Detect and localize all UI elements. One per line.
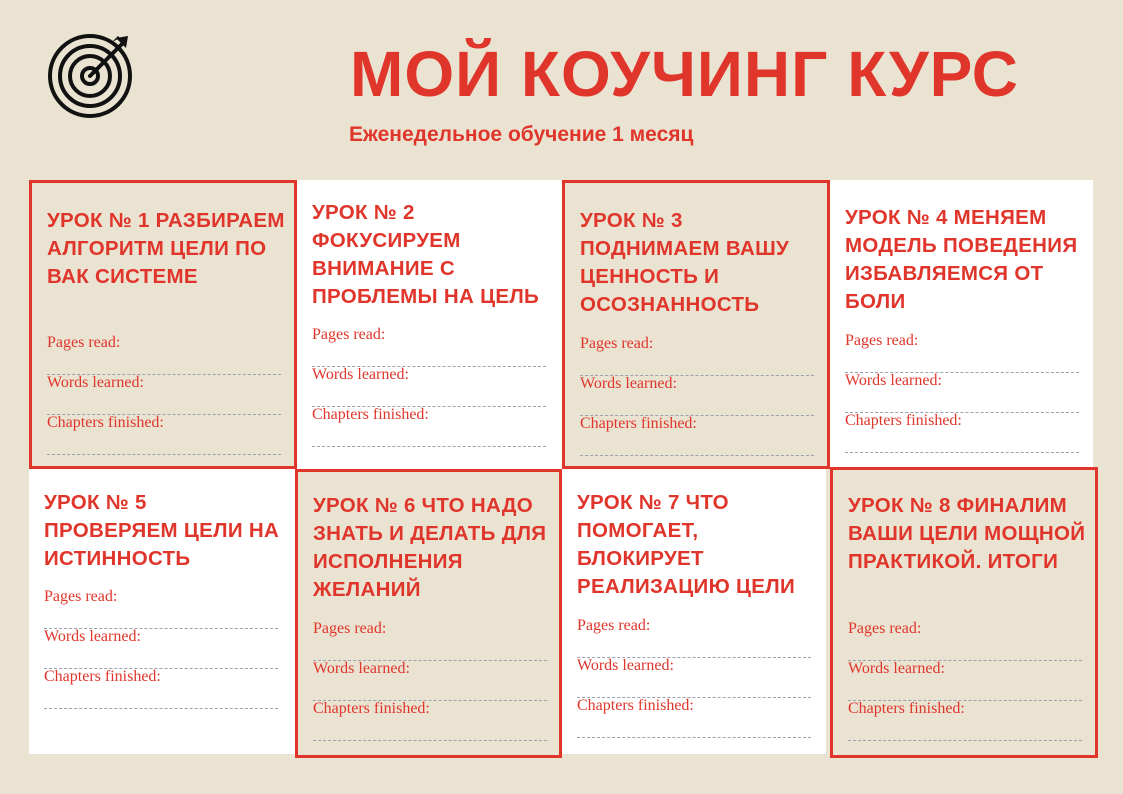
words-learned-label: Words learned: [44,628,141,645]
lesson-title: УРОК № 2 ФОКУСИРУЕМ ВНИМАНИЕ С ПРОБЛЕМЫ НА ЦЕЛЬ [312,201,540,308]
chapters-finished-label: Chapters finished: [848,700,965,717]
words-learned-line[interactable] [848,677,1082,701]
progress-fields [47,335,281,455]
lesson-title: УРОК № 3 ПОДНИМАЕМ ВАШУ ЦЕННОСТЬ И ОСОЗНАННОСТЬ [580,209,790,316]
words-learned-label: Words learned: [312,366,409,383]
pages-read-label: Pages read: [848,620,922,637]
pages-read-label: Pages read: [44,588,118,605]
words-learned-line[interactable] [312,383,546,407]
lesson-title: УРОК № 4 МЕНЯЕМ МОДЕЛЬ ПОВЕДЕНИЯ ИЗБАВЛЯЕМСЯ ОТ БОЛИ [845,206,1078,313]
pages-read-line[interactable] [845,349,1079,373]
words-learned-label: Words learned: [313,660,410,677]
words-learned-line[interactable] [47,391,281,415]
chapters-finished-label: Chapters finished: [580,415,697,432]
pages-read-line[interactable] [577,634,811,658]
progress-fields [848,621,1082,741]
pages-read-line[interactable] [44,605,278,629]
words-learned-line[interactable] [577,674,811,698]
chapters-finished-line[interactable] [313,717,547,741]
progress-fields [845,333,1079,453]
chapters-finished-label: Chapters finished: [313,700,430,717]
words-learned-label: Words learned: [845,372,942,389]
lesson-card-4 [830,180,1093,469]
page-subtitle: Еженедельное обучение 1 месяц [349,123,694,146]
words-learned-label: Words learned: [580,375,677,392]
words-learned-label: Words learned: [577,657,674,674]
chapters-finished-label: Chapters finished: [312,406,429,423]
lesson-card-7 [562,469,826,754]
progress-fields [313,621,547,741]
chapters-finished-line[interactable] [312,423,546,447]
lesson-card-6 [295,469,562,758]
pages-read-line[interactable] [848,637,1082,661]
lesson-title: УРОК № 1 РАЗБИРАЕМ АЛГОРИТМ ЦЕЛИ ПО ВАК СИСТЕМЕ [47,209,285,288]
target-arrow-icon [46,32,136,118]
pages-read-label: Pages read: [47,334,121,351]
lesson-title: УРОК № 5 ПРОВЕРЯЕМ ЦЕЛИ НА ИСТИННОСТЬ [44,491,280,570]
chapters-finished-line[interactable] [580,432,814,456]
words-learned-label: Words learned: [47,374,144,391]
pages-read-label: Pages read: [312,326,386,343]
words-learned-line[interactable] [313,677,547,701]
progress-fields [577,618,811,738]
chapters-finished-line[interactable] [577,714,811,738]
words-learned-line[interactable] [44,645,278,669]
chapters-finished-line[interactable] [44,685,278,709]
pages-read-line[interactable] [47,351,281,375]
pages-read-label: Pages read: [577,617,651,634]
lesson-card-5 [29,469,297,754]
pages-read-label: Pages read: [580,335,654,352]
words-learned-label: Words learned: [848,660,945,677]
chapters-finished-label: Chapters finished: [845,412,962,429]
lesson-card-8 [830,467,1098,758]
lesson-card-2 [297,180,562,469]
pages-read-label: Pages read: [845,332,919,349]
pages-read-line[interactable] [313,637,547,661]
progress-fields [44,589,278,709]
chapters-finished-label: Chapters finished: [47,414,164,431]
chapters-finished-label: Chapters finished: [577,697,694,714]
progress-fields [580,336,814,456]
lesson-title: УРОК № 8 ФИНАЛИМ ВАШИ ЦЕЛИ МОЩНОЙ ПРАКТИКОЙ. ИТОГИ [848,494,1086,573]
words-learned-line[interactable] [580,392,814,416]
pages-read-line[interactable] [312,343,546,367]
words-learned-line[interactable] [845,389,1079,413]
chapters-finished-line[interactable] [848,717,1082,741]
lesson-title: УРОК № 7 ЧТО ПОМОГАЕТ, БЛОКИРУЕТ РЕАЛИЗАЦИЮ ЦЕЛИ [577,491,795,598]
pages-read-line[interactable] [580,352,814,376]
pages-read-label: Pages read: [313,620,387,637]
lesson-card-3 [562,180,830,469]
lesson-card-1 [29,180,297,469]
chapters-finished-line[interactable] [845,429,1079,453]
progress-fields [312,327,546,447]
chapters-finished-label: Chapters finished: [44,668,161,685]
chapters-finished-line[interactable] [47,431,281,455]
lesson-title: УРОК № 6 ЧТО НАДО ЗНАТЬ И ДЕЛАТЬ ДЛЯ ИСПОЛНЕНИЯ ЖЕЛАНИЙ [313,494,547,601]
page-title: МОЙ КОУЧИНГ КУРС [350,38,1019,110]
